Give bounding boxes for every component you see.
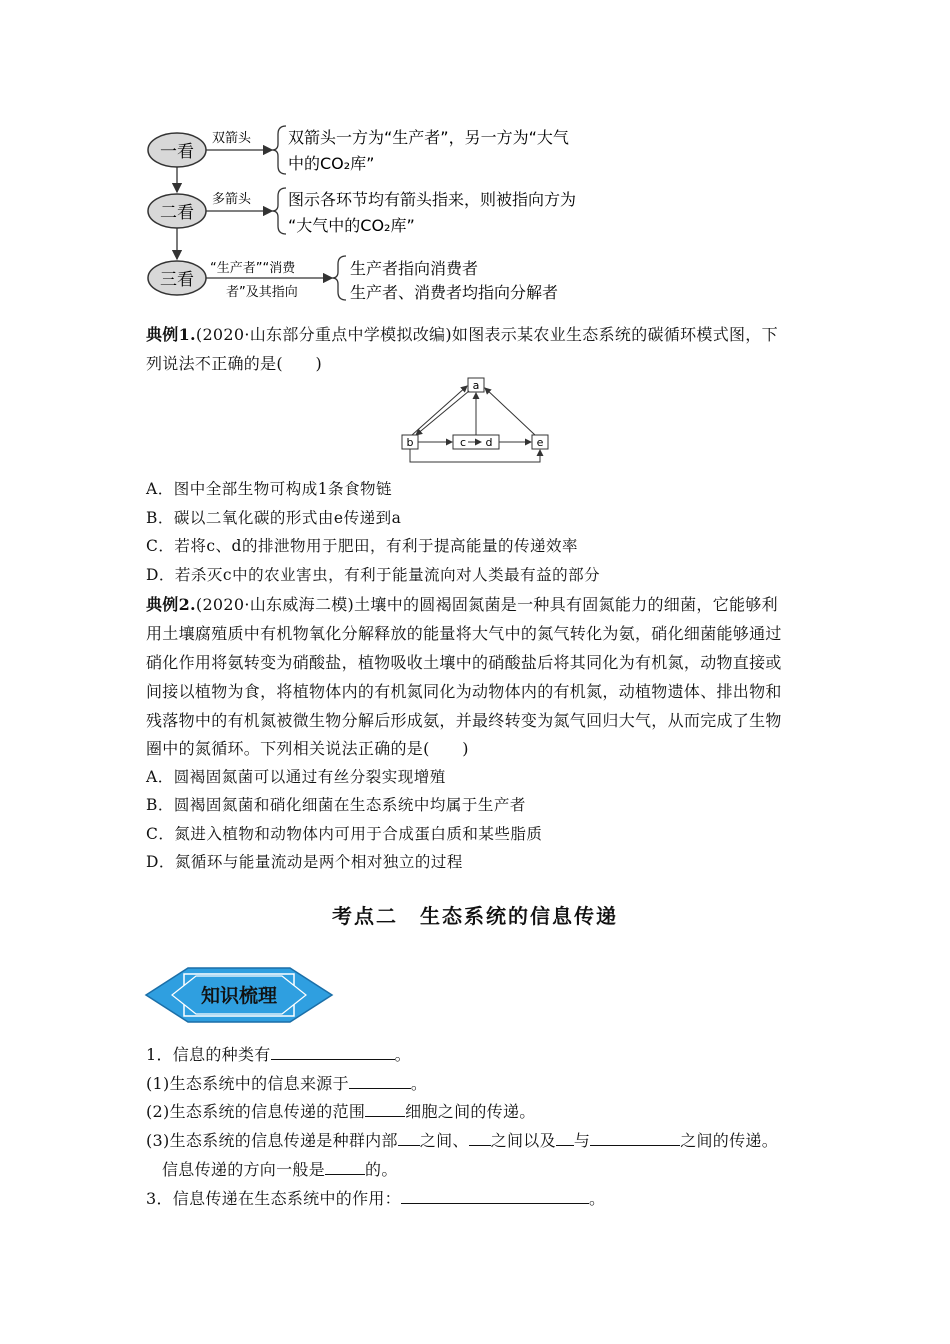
example1-option-b[interactable]: B．碳以二氧化碳的形式由e传递到a xyxy=(146,509,402,527)
arrow-e-a xyxy=(485,388,535,435)
blank-info-role[interactable] xyxy=(401,1189,589,1204)
example2-stem-line5: 残落物中的有机氮被微生物分解后形成氨，并最终转变为氮气回归大气，从而完成了生物 xyxy=(146,711,782,730)
arrow-label-2: 多箭头 xyxy=(212,192,252,207)
step3-desc-line1: 生产者指向消费者 xyxy=(350,259,479,278)
blank-within-population[interactable] xyxy=(398,1131,420,1146)
example1-option-c[interactable]: C．若将c、d的排泄物用于肥田，有利于提高能量的传递效率 xyxy=(146,537,578,555)
step2-desc-line2: “大气中的CO₂库” xyxy=(288,216,415,235)
fill-line-1 xyxy=(146,1042,411,1065)
fill-line-4 xyxy=(146,1128,778,1151)
example1-option-a[interactable]: A．图中全部生物可构成1条食物链 xyxy=(146,480,393,498)
arrow-a-b xyxy=(416,391,469,435)
carbon-cycle-diagram xyxy=(395,374,560,469)
arrow-b-a xyxy=(412,386,467,435)
step1-desc-line2: 中的CO₂库” xyxy=(288,154,375,173)
fill-line-6 xyxy=(146,1186,605,1209)
example2-option-d[interactable]: D．氮循环与能量流动是两个相对独立的过程 xyxy=(146,853,463,871)
badge-label: 知识梳理 xyxy=(200,985,278,1007)
example2-stem-line1 xyxy=(146,592,778,615)
arrow-b-e xyxy=(410,449,540,462)
brace-3 xyxy=(332,256,346,300)
example1-tag: 典例1. xyxy=(146,325,196,344)
example2-option-c[interactable]: C．氮进入植物和动物体内可用于合成蛋白质和某些脂质 xyxy=(146,825,543,843)
fill-line-5-end: 的。 xyxy=(365,1160,398,1179)
fill-line-3 xyxy=(146,1099,536,1122)
arrow-label-3b: 者”及其指向 xyxy=(226,285,298,300)
node-d: d xyxy=(485,436,493,449)
fill-line-4-end: 之间的传递。 xyxy=(680,1131,778,1150)
example2-tag: 典例2. xyxy=(146,595,196,614)
fill-line-2-text: (1)生态系统中的信息来源于 xyxy=(146,1074,349,1093)
fill-line-2-end: 。 xyxy=(410,1074,428,1093)
example2-option-a[interactable]: A．圆褐固氮菌可以通过有丝分裂实现增殖 xyxy=(146,768,446,786)
fill-line-3-end: 细胞之间的传递。 xyxy=(405,1102,536,1121)
knowledge-badge xyxy=(144,964,334,1026)
blank-info-source[interactable] xyxy=(349,1074,411,1089)
blank-info-range[interactable] xyxy=(365,1102,405,1117)
fill-line-4-mid3: 与 xyxy=(573,1131,591,1150)
example2-stem-line2: 用土壤腐殖质中有机物氧化分解释放的能量将大气中的氮气转化为氨，硝化细菌能够通过 xyxy=(146,624,782,643)
step3-label: 三看 xyxy=(160,270,194,290)
example2-stem-line4: 间接以植物为食，将植物体内的有机氮同化为动物体内的有机氮，动植物遗体、排出物和 xyxy=(146,682,782,701)
step2-label: 二看 xyxy=(160,203,194,223)
fill-line-1-end: 。 xyxy=(394,1045,411,1064)
fill-line-2 xyxy=(146,1071,427,1094)
judgement-flow-diagram xyxy=(140,110,660,310)
blank-organism[interactable] xyxy=(556,1131,574,1146)
fill-line-4-text: (3)生态系统的信息传递是种群内部 xyxy=(146,1131,398,1150)
blank-info-types[interactable] xyxy=(271,1045,395,1060)
step1-desc-line1: 双箭头一方为“生产者”，另一方为“大气 xyxy=(288,128,569,147)
step1-label: 一看 xyxy=(160,142,194,162)
node-b: b xyxy=(406,436,414,449)
section-title: 考点二 生态系统的信息传递 xyxy=(332,904,618,928)
arrow-label-3a: “生产者”“消费 xyxy=(210,261,296,276)
example2-stem-text: (2020·山东威海二模)土壤中的圆褐固氮菌是一种具有固氮能力的细菌，它能够利 xyxy=(195,595,778,614)
step2-desc-line1: 图示各环节均有箭头指来，则被指向方为 xyxy=(288,190,577,209)
example1-stem-text: (2020·山东部分重点中学模拟改编)如图表示某农业生态系统的碳循环模式图，下 xyxy=(195,325,778,344)
fill-line-3-text: (2)生态系统的信息传递的范围 xyxy=(146,1102,366,1121)
example1-stem-line2: 列说法不正确的是( ) xyxy=(146,354,323,373)
example2-option-b[interactable]: B．圆褐固氮菌和硝化细菌在生态系统中均属于生产者 xyxy=(146,796,526,814)
fill-line-5-text: 信息传递的方向一般是 xyxy=(162,1160,326,1179)
blank-direction[interactable] xyxy=(325,1160,365,1175)
fill-line-6-text: 3．信息传递在生态系统中的作用： xyxy=(146,1189,401,1208)
step3-desc-line2: 生产者、消费者均指向分解者 xyxy=(350,283,559,302)
example1-option-d[interactable]: D．若杀灭c中的农业害虫，有利于能量流向对人类最有益的部分 xyxy=(146,566,601,584)
fill-line-6-end: 。 xyxy=(588,1189,606,1208)
node-e: e xyxy=(536,436,544,449)
node-a: a xyxy=(472,379,480,392)
blank-environment[interactable] xyxy=(590,1131,680,1146)
fill-line-5 xyxy=(162,1157,398,1180)
brace-1 xyxy=(272,126,286,174)
blank-between-populations[interactable] xyxy=(469,1131,491,1146)
example2-stem-line6: 圈中的氮循环。下列相关说法正确的是( ) xyxy=(146,739,469,758)
fill-line-4-mid2: 之间以及 xyxy=(490,1131,556,1150)
example1-stem-line1 xyxy=(146,322,778,345)
brace-2 xyxy=(272,188,286,234)
fill-line-4-mid1: 之间、 xyxy=(419,1131,469,1150)
arrow-label-1: 双箭头 xyxy=(212,131,252,146)
node-c: c xyxy=(459,436,467,449)
example2-stem-line3: 硝化作用将氨转变为硝酸盐，植物吸收土壤中的硝酸盐后将其同化为有机氮，动物直接或 xyxy=(146,653,782,672)
fill-line-1-text: 1．信息的种类有 xyxy=(146,1045,271,1064)
